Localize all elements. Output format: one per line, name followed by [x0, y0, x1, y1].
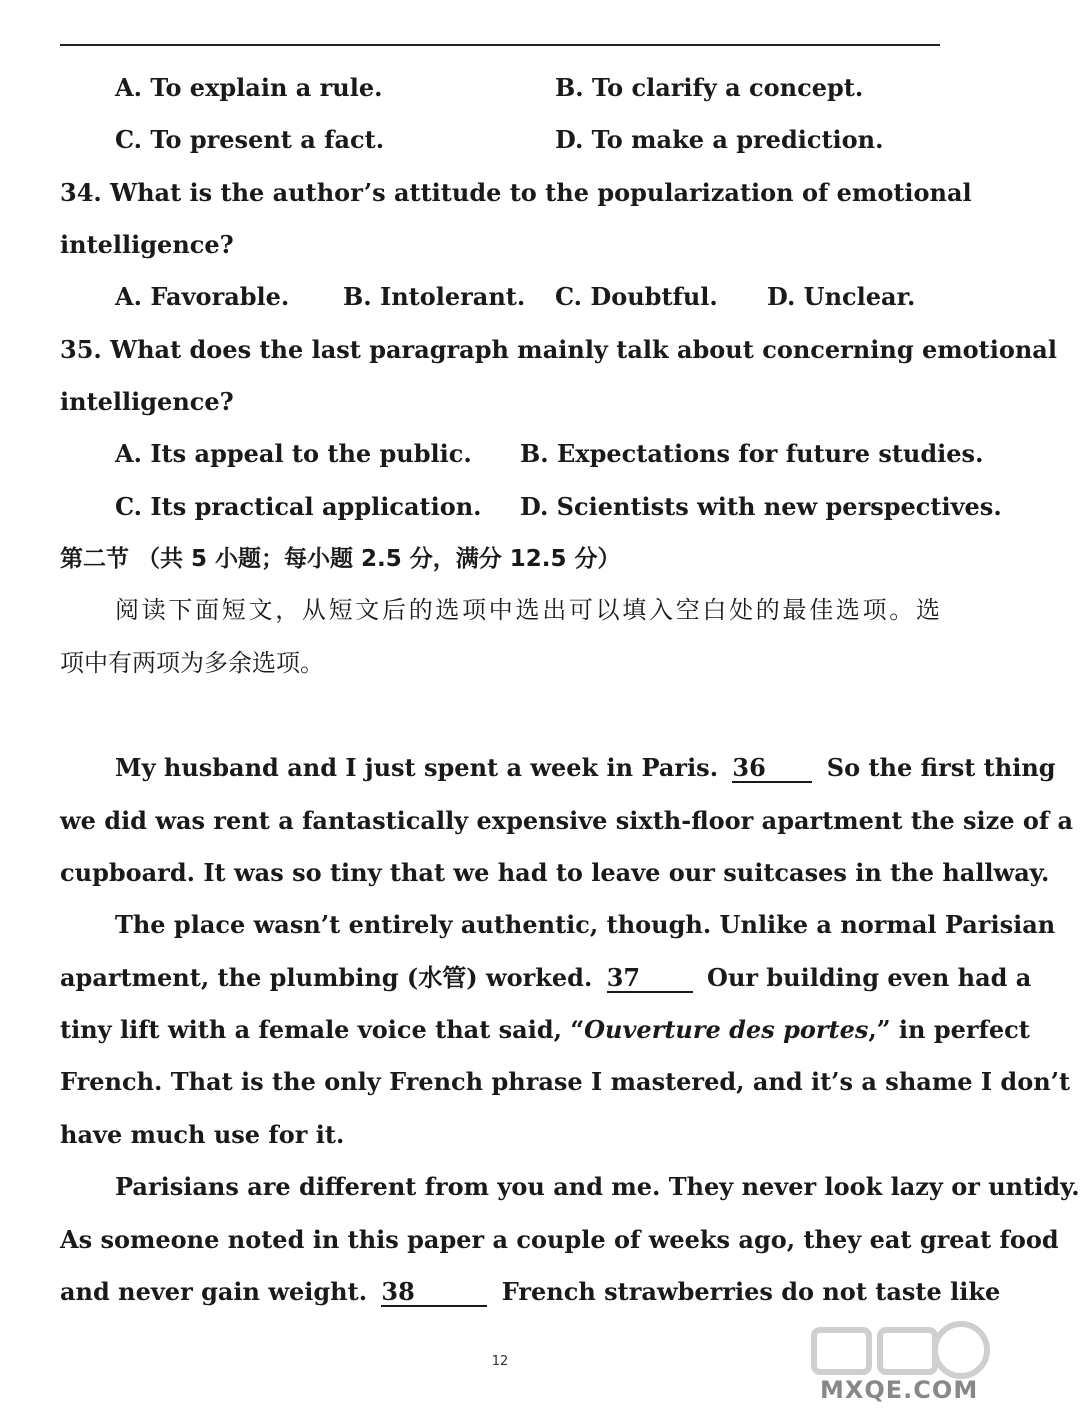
q34-option-d: D. Unclear. [767, 282, 916, 311]
q33-options-row2 [60, 120, 940, 160]
q33-option-a: A. To explain a rule. [115, 73, 383, 102]
q35-options-row1 [60, 434, 984, 474]
section-instruction-line1: 阅读下面短文，从短文后的选项中选出可以填入空白处的最佳选项。选 [115, 596, 940, 624]
q35-option-a: A. Its appeal to the public. [115, 439, 472, 468]
passage-p2-line4: French. That is the only French phrase I mastered, and it’s a shame I don’t [60, 1067, 1071, 1096]
q33-option-c: C. To present a fact. [115, 125, 385, 154]
passage-p2-line1: The place wasn’t entirely authentic, though. Unlike a normal Parisian [115, 910, 1056, 939]
section-instruction-line2: 项中有两项为多余选项。 [60, 649, 324, 677]
q34-stem-line1: 34. What is the author’s attitude to the popularization of emotional [60, 178, 972, 207]
q34-stem-line2: intelligence? [60, 230, 234, 259]
q34-options [60, 277, 940, 317]
q34-option-c: C. Doubtful. [555, 282, 718, 311]
passage-p1-line3: cupboard. It was so tiny that we had to leave our suitcases in the hallway. [60, 858, 1050, 887]
blank-38: 38 [381, 1279, 487, 1307]
section-heading: 第二节 （共 5 小题；每小题 2.5 分，满分 12.5 分） [60, 546, 621, 572]
page-number: 12 [491, 1354, 509, 1369]
q35-stem-line1: 35. What does the last paragraph mainly talk about concerning emotional [60, 335, 1057, 364]
q35-option-d: D. Scientists with new perspectives. [520, 492, 1002, 521]
q33-options-row1 [60, 68, 940, 108]
q35-stem-line2: intelligence? [60, 387, 234, 416]
passage-p2-line5: have much use for it. [60, 1120, 345, 1149]
passage-p3-line2: As someone noted in this paper a couple of weeks ago, they eat great food [60, 1225, 1059, 1254]
q35-option-c: C. Its practical application. [115, 492, 482, 521]
passage-p3-line1: Parisians are different from you and me. They never look lazy or untidy. [115, 1172, 1080, 1201]
passage-p1-line1: My husband and I just spent a week in Paris. 36 So the first thing [115, 753, 1056, 782]
q34-option-b: B. Intolerant. [343, 282, 526, 311]
q35-options-row2 [60, 487, 1002, 527]
q33-option-b: B. To clarify a concept. [555, 73, 864, 102]
passage-p2-line2: apartment, the plumbing (水管) worked. 37 Our building even had a [60, 963, 1032, 992]
q33-option-d: D. To make a prediction. [555, 125, 884, 154]
french-phrase: Ouverture des portes [584, 1015, 869, 1044]
q35-option-b: B. Expectations for future studies. [520, 439, 984, 468]
passage-p3-line3: and never gain weight. 38 French strawberries do not taste like [60, 1277, 1001, 1306]
blank-36: 36 [732, 755, 812, 783]
passage-p1-line2: we did was rent a fantastically expensive sixth-floor apartment the size of a [60, 806, 1074, 835]
passage-p2-line3: tiny lift with a female voice that said, “Ouverture des portes,” in perfect [60, 1015, 1030, 1044]
watermark-text: MXQE.COM [820, 1376, 979, 1404]
q34-option-a: A. Favorable. [115, 282, 290, 311]
blank-37: 37 [607, 965, 693, 993]
top-rule [60, 44, 940, 46]
